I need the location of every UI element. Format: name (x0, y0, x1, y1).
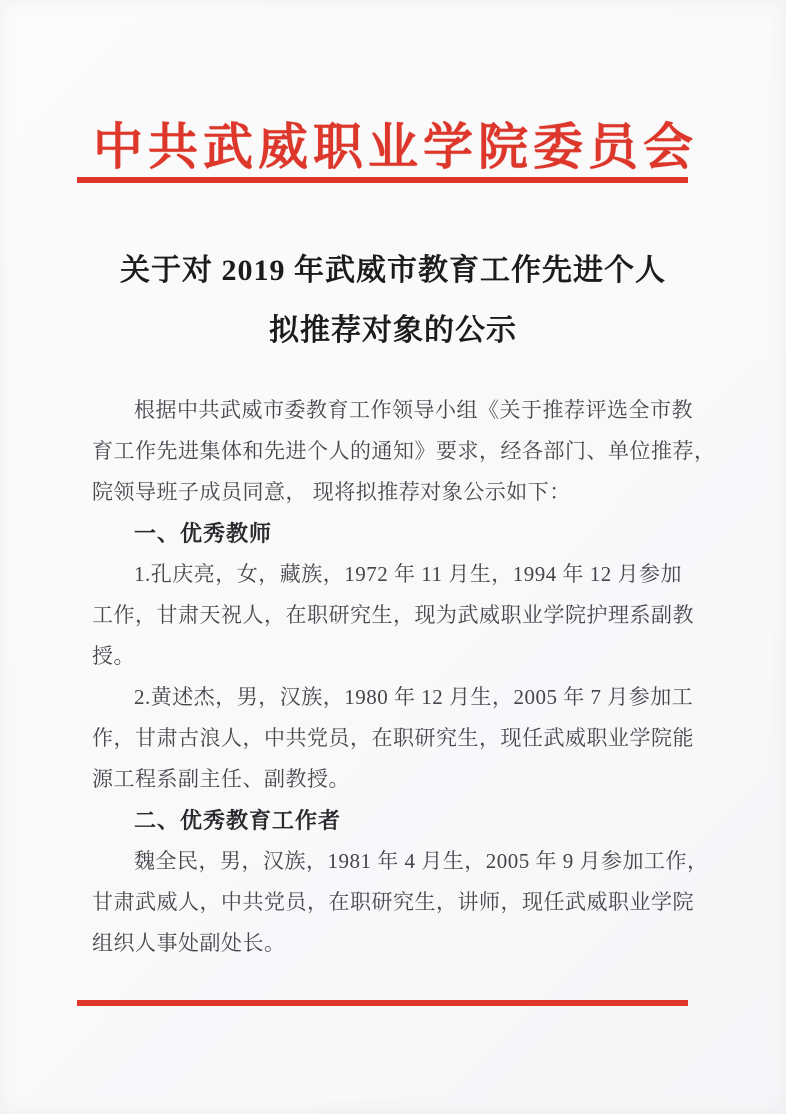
document-body (92, 390, 722, 964)
body-line: 院领导班子成员同意， 现将拟推荐对象公示如下： (92, 480, 571, 504)
body-line: 作，甘肃古浪人，中共党员，在职研究生，现任武威职业学院能 (92, 726, 694, 750)
document-title-line-2: 拟推荐对象的公示 (269, 314, 517, 347)
body-line: 源工程系副主任、副教授。 (92, 767, 350, 791)
section-heading-1: 一、优秀教师 (134, 521, 273, 546)
red-header-org-title: 中共武威职业学院委员会 (93, 119, 698, 175)
body-line: 魏全民，男，汉族，1981 年 4 月生，2005 年 9 月参加工作， (134, 849, 709, 873)
footer-separator-rule (77, 1000, 688, 1006)
body-line: 甘肃武威人，中共党员，在职研究生，讲师，现任武威职业学院 (92, 890, 694, 914)
body-line: 2.黄述杰，男，汉族，1980 年 12 月生，2005 年 7 月参加工 (134, 685, 694, 709)
body-line: 1.孔庆亮，女，藏族，1972 年 11 月生，1994 年 12 月参加 (134, 562, 682, 586)
body-line: 根据中共武威市委教育工作领导小组《关于推荐评选全市教 (134, 398, 693, 422)
body-line: 工作，甘肃天祝人，在职研究生，现为武威职业学院护理系副教 (92, 603, 694, 627)
body-line: 授。 (92, 644, 135, 668)
body-line: 育工作先进集体和先进个人的通知》要求，经各部门、单位推荐， (92, 439, 716, 463)
section-heading-2: 二、优秀教育工作者 (134, 808, 342, 833)
body-line: 组织人事处副处长。 (92, 931, 286, 955)
document-title-line-1: 关于对 2019 年武威市教育工作先进个人 (120, 254, 666, 287)
document-title (0, 241, 786, 361)
header-separator-rule (77, 177, 688, 183)
